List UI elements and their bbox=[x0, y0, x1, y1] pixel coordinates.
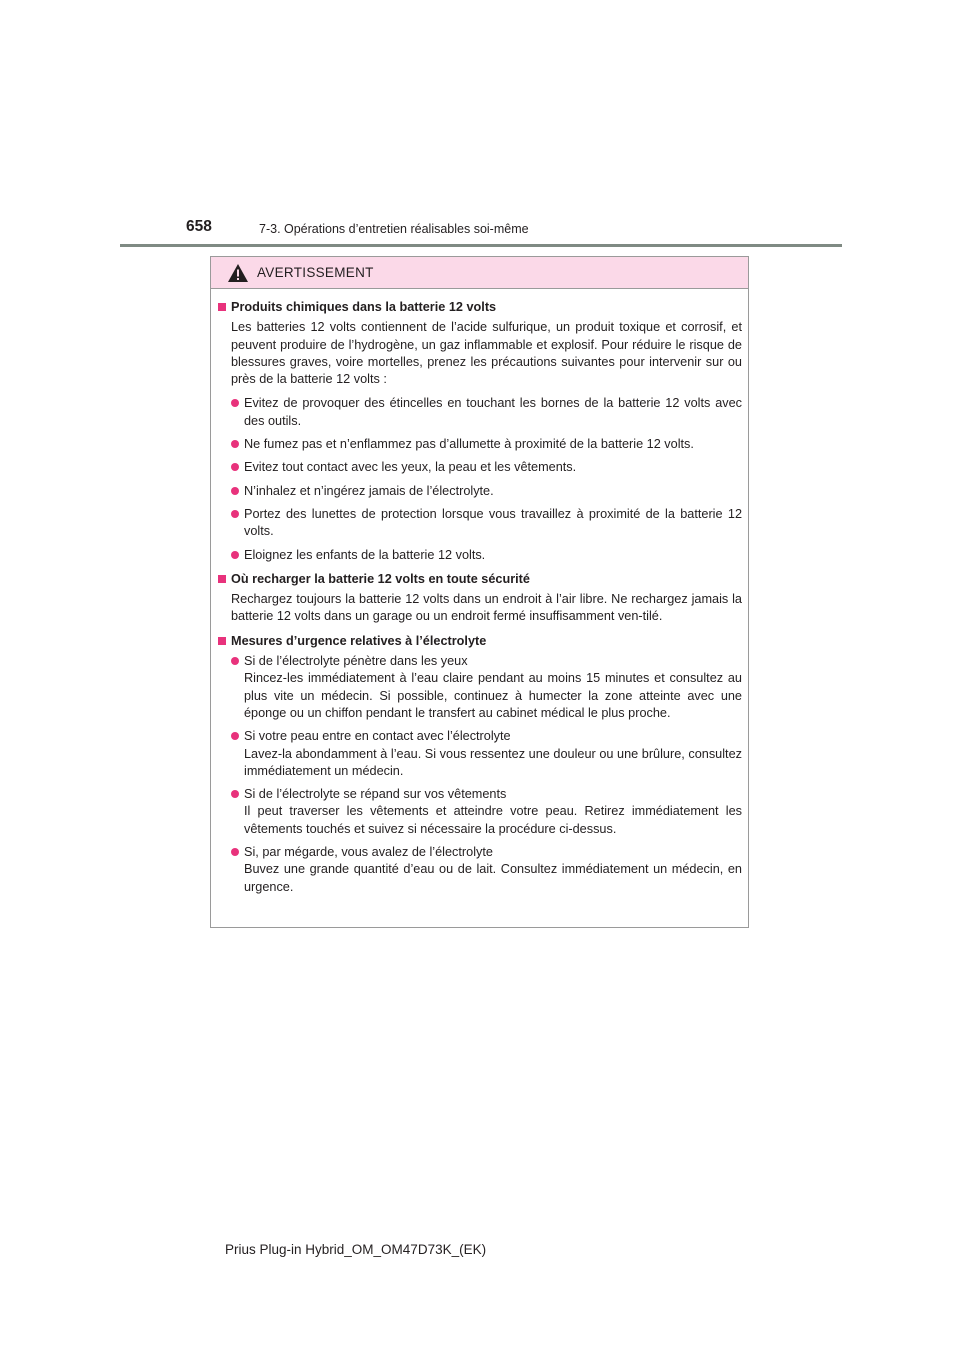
section-safe-charging bbox=[218, 571, 742, 626]
round-bullet-icon bbox=[231, 487, 239, 495]
section-heading: Produits chimiques dans la batterie 12 volts bbox=[231, 300, 497, 314]
list-item: Ne fumez pas et n’enflammez pas d’allumette à proximité de la batterie 12 volts. bbox=[231, 436, 742, 453]
section-paragraph: Rechargez toujours la batterie 12 volts dans un endroit à l’air libre. Ne rechargez jamais la batterie 12 volts dans un garage ou un endroit fermé insuffisamment ven-tilé. bbox=[231, 592, 742, 624]
warning-box bbox=[210, 256, 749, 928]
section-title: 7-3. Opérations d’entretien réalisables soi-même bbox=[259, 222, 529, 236]
round-bullet-icon bbox=[231, 790, 239, 798]
round-bullet-icon bbox=[231, 399, 239, 407]
warning-header bbox=[211, 257, 748, 289]
section-emergency-measures bbox=[218, 633, 742, 896]
section-paragraph: Les batteries 12 volts contiennent de l’acide sulfurique, un produit toxique et corrosif, et peuvent produire de l’hydrogène, un gaz inflammable et explosif. Pour réduire le risque de blessures graves, voire mortelles, prenez les précautions suivantes pour intervenir sur ou près de la batterie 12 volts : bbox=[231, 320, 742, 387]
warning-body bbox=[211, 289, 748, 896]
warning-triangle-icon bbox=[227, 263, 249, 283]
round-bullet-icon bbox=[231, 848, 239, 856]
round-bullet-icon bbox=[231, 657, 239, 665]
item-text: Il peut traverser les vêtements et atteindre votre peau. Retirez immédiatement les vêtements touchés et suivez si nécessaire la procédure ci-dessus. bbox=[244, 804, 742, 836]
footer-document-id: Prius Plug-in Hybrid_OM_OM47D73K_(EK) bbox=[225, 1242, 487, 1257]
item-title: Si de l’électrolyte se répand sur vos vêtements bbox=[244, 787, 507, 802]
item-text: Buvez une grande quantité d’eau ou de lait. Consultez immédiatement un médecin, en urgence. bbox=[244, 862, 742, 894]
list-item: Evitez de provoquer des étincelles en touchant les bornes de la batterie 12 volts avec des outils. bbox=[231, 395, 742, 430]
list-item: Evitez tout contact avec les yeux, la peau et les vêtements. bbox=[231, 459, 742, 476]
warning-title: AVERTISSEMENT bbox=[257, 265, 374, 280]
header-divider bbox=[120, 244, 842, 247]
list-item: N’inhalez et n’ingérez jamais de l’électrolyte. bbox=[231, 483, 742, 500]
item-text: Lavez-la abondamment à l’eau. Si vous ressentez une douleur ou une brûlure, consultez immédiatement un médecin. bbox=[244, 746, 742, 778]
item-title: Si de l’électrolyte pénètre dans les yeux bbox=[244, 654, 468, 669]
section-heading: Où recharger la batterie 12 volts en toute sécurité bbox=[231, 571, 530, 586]
round-bullet-icon bbox=[231, 440, 239, 448]
round-bullet-icon bbox=[231, 463, 239, 471]
item-title: Si votre peau entre en contact avec l’électrolyte bbox=[244, 729, 511, 744]
list-item: Eloignez les enfants de la batterie 12 volts. bbox=[231, 547, 742, 564]
item-title: Si, par mégarde, vous avalez de l’électrolyte bbox=[244, 845, 493, 860]
list-item bbox=[231, 786, 742, 838]
square-bullet-icon bbox=[218, 303, 226, 311]
round-bullet-icon bbox=[231, 551, 239, 559]
section-battery-chemicals bbox=[218, 299, 742, 564]
item-text: Rincez-les immédiatement à l’eau claire pendant au moins 15 minutes et consultez au plus vite un médecin. Si possible, continuez à humecter la zone atteinte avec une éponge ou un chiffon pendant le transfert au cabinet médical le plus proche. bbox=[244, 671, 742, 720]
section-heading: Mesures d’urgence relatives à l’électrolyte bbox=[231, 633, 487, 648]
round-bullet-icon bbox=[231, 510, 239, 518]
list-item bbox=[231, 844, 742, 896]
page-number: 658 bbox=[186, 218, 212, 235]
list-item bbox=[231, 728, 742, 780]
list-item: Portez des lunettes de protection lorsque vous travaillez à proximité de la batterie 12 volts. bbox=[231, 506, 742, 541]
square-bullet-icon bbox=[218, 575, 226, 583]
list-item bbox=[231, 653, 742, 722]
round-bullet-icon bbox=[231, 732, 239, 740]
square-bullet-icon bbox=[218, 637, 226, 645]
